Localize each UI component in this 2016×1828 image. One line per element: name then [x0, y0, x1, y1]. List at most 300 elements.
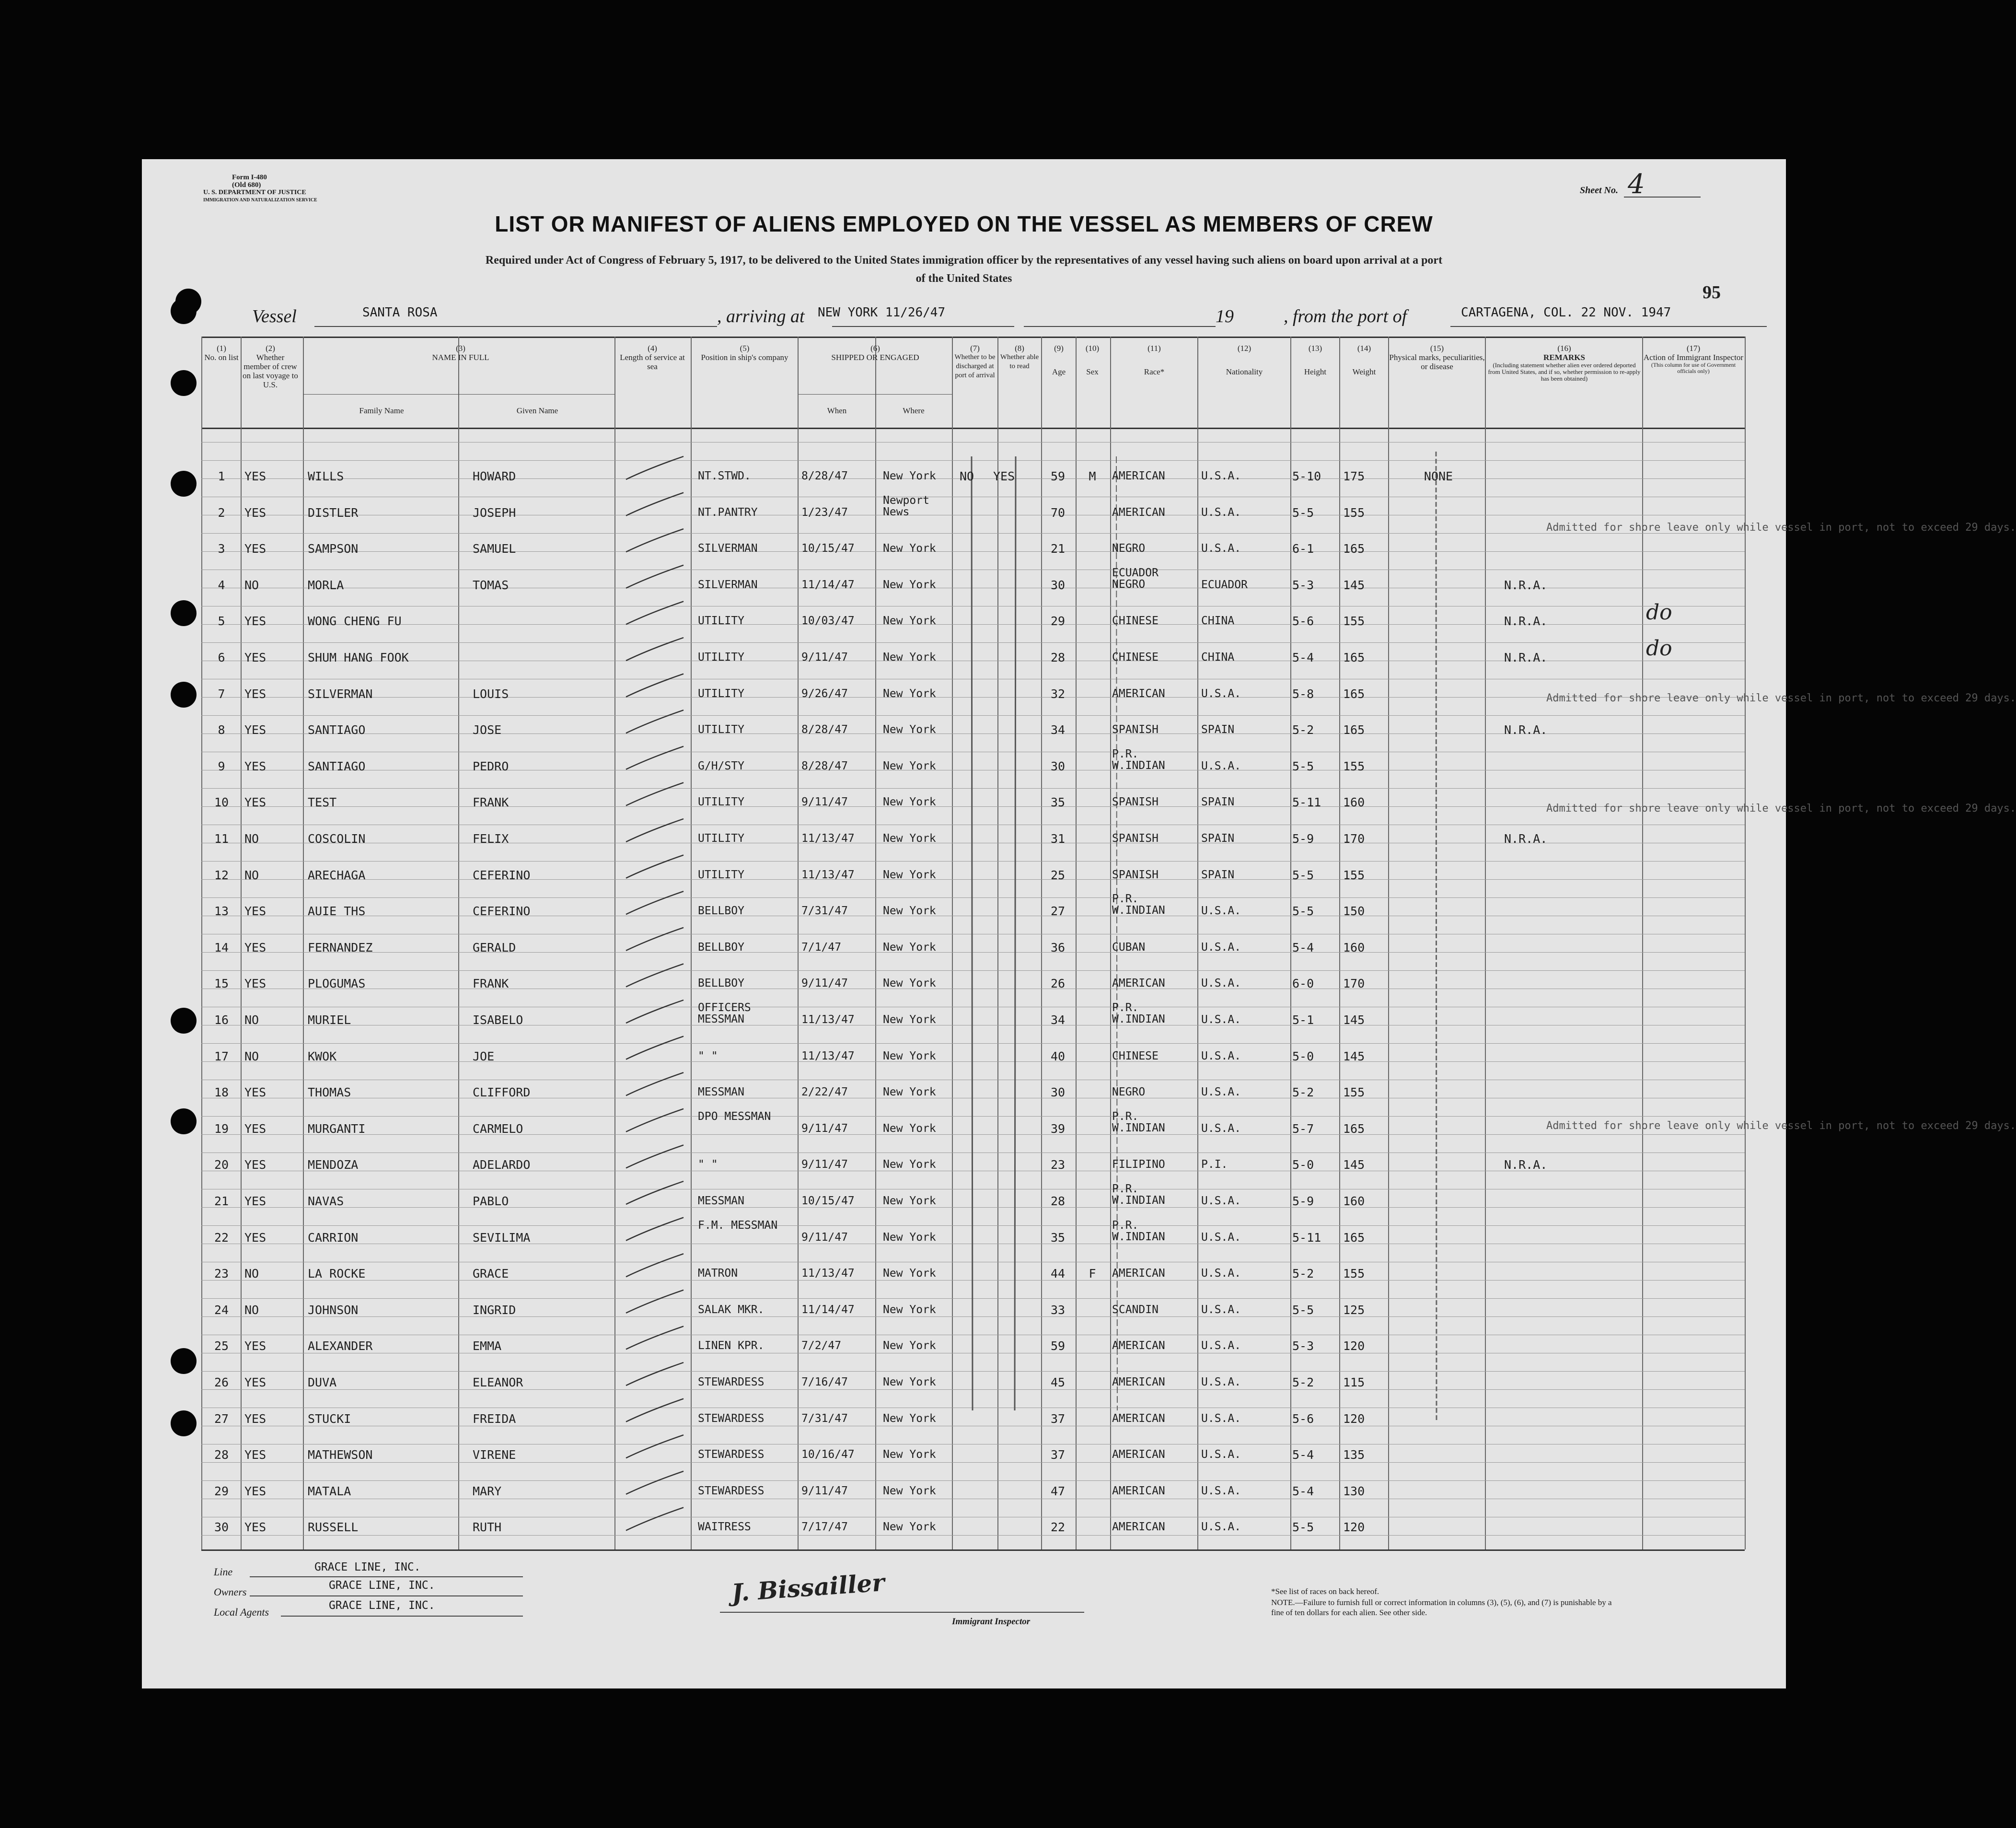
cell-family: KWOK [308, 1049, 337, 1063]
cell-race: CHINESE [1112, 615, 1159, 628]
cell-age: 40 [1050, 1049, 1066, 1063]
cell-given: TOMAS [473, 578, 509, 592]
cell-prev: YES [244, 1448, 266, 1462]
cell-no: 24 [214, 1303, 229, 1317]
cell-given: PEDRO [473, 759, 509, 773]
cell-nationality: U.S.A. [1201, 1521, 1241, 1534]
cell-family: LA ROCKE [308, 1267, 366, 1281]
cell-given: FELIX [473, 832, 509, 846]
cell-given: EMMA [473, 1339, 502, 1353]
cell-age: 34 [1050, 1013, 1066, 1027]
col-header-no: (1) No. on list [204, 344, 239, 362]
cell-where: New York [883, 615, 936, 628]
col-header-where: Where [903, 406, 925, 415]
cell-nationality: SPAIN [1201, 868, 1235, 881]
header-bottom-border [201, 428, 1745, 429]
cell-height: 5-11 [1292, 795, 1321, 810]
cell-weight: 150 [1343, 904, 1365, 919]
cell-where: New York [883, 687, 936, 700]
cell-weight: 170 [1343, 977, 1365, 991]
cell-weight: 165 [1343, 651, 1365, 664]
cell-race: SPANISH [1112, 832, 1159, 845]
cell-position: UTILITY [698, 615, 744, 628]
cell-nationality: U.S.A. [1201, 506, 1241, 519]
cell-prev: YES [244, 469, 266, 483]
cell-position: NT.STWD. [698, 470, 751, 482]
from-port: CARTAGENA, COL. 22 NOV. 1947 [1461, 305, 1671, 320]
cell-nationality: U.S.A. [1201, 759, 1241, 772]
cell-prev: YES [244, 1411, 266, 1426]
cell-no: 2 [218, 505, 225, 520]
cell-given: FREIDA [473, 1411, 516, 1426]
cell-when: 9/11/47 [801, 796, 848, 809]
name-subdivider [303, 394, 614, 395]
column-divider [1197, 337, 1198, 1549]
cell-when: 9/11/47 [801, 1158, 848, 1171]
cell-position: SILVERMAN [698, 578, 758, 591]
cell-prev: YES [244, 542, 266, 556]
cell-prev: YES [244, 687, 266, 701]
col-header-name: (3) NAME IN FULL [432, 344, 489, 362]
cell-family: JOHNSON [308, 1303, 359, 1317]
cell-height: 5-6 [1292, 614, 1314, 629]
cell-position: DPO MESSMAN [698, 1110, 771, 1123]
column-divider [1485, 337, 1486, 1549]
cell-position: OFFICERS MESSMAN [698, 1001, 751, 1025]
cell-where: New York [883, 1448, 936, 1461]
cell-family: SANTIAGO [308, 723, 366, 737]
cell-weight: 135 [1343, 1448, 1365, 1462]
cell-height: 5-4 [1292, 940, 1314, 955]
cell-family: SHUM HANG FOOK [308, 651, 409, 664]
form-number: Form I-480 (Old 680) U. S. DEPARTMENT OF JUSTICE IMMIGRATION AND NATURALIZATION SERVICE [203, 174, 317, 203]
cell-when: 9/11/47 [801, 651, 848, 664]
col-header-given-name: Given Name [516, 406, 558, 415]
column-divider [1339, 337, 1340, 1549]
service-slash [626, 891, 684, 914]
column-divider [875, 337, 876, 1549]
service-slash [626, 964, 684, 987]
subtitle-line2: of the United States [915, 272, 1012, 285]
cell-when: 7/31/47 [801, 1412, 848, 1425]
stamped-remark: Admitted for shore leave only while vessel in port, not to exceed 29 days. [1546, 803, 2016, 815]
cell-position: STEWARDESS [698, 1484, 765, 1497]
cell-height: 5-2 [1292, 1375, 1314, 1389]
cell-race: ECUADOR NEGRO [1112, 566, 1159, 591]
cell-prev: YES [244, 1158, 266, 1172]
cell-race: AMERICAN [1112, 1521, 1165, 1534]
cell-family: MATALA [308, 1484, 351, 1498]
arriving-port: NEW YORK 11/26/47 [818, 305, 946, 320]
cell-when: 9/11/47 [801, 1122, 848, 1135]
cell-race: CHINESE [1112, 651, 1159, 664]
cell-when: 7/2/47 [801, 1339, 842, 1352]
sheet-number: 4 [1628, 169, 1645, 200]
service-slash [626, 1471, 684, 1494]
cell-remarks: N.R.A. [1504, 1158, 1548, 1172]
col-header-nationality: (12) Nationality [1226, 344, 1263, 376]
col-header-sex: (10) Sex [1085, 344, 1100, 376]
cell-no: 14 [214, 940, 229, 955]
cell-when: 9/11/47 [801, 977, 848, 990]
ruled-line [201, 1462, 1745, 1463]
cell-when: 11/14/47 [801, 578, 855, 591]
cell-position: " " [698, 1049, 718, 1062]
cell-race: CHINESE [1112, 1049, 1159, 1062]
cell-weight: 155 [1343, 759, 1365, 773]
service-slash [626, 1326, 684, 1349]
line-underline [250, 1576, 523, 1577]
cell-where: New York [883, 1521, 936, 1534]
cell-height: 5-3 [1292, 578, 1314, 592]
owners-value: GRACE LINE, INC. [329, 1579, 435, 1592]
agents-value: GRACE LINE, INC. [329, 1599, 435, 1612]
cell-nationality: P.I. [1201, 1158, 1228, 1171]
cell-remarks: N.R.A. [1504, 578, 1548, 592]
cell-weight: 165 [1343, 723, 1365, 737]
cell-position: NT.PANTRY [698, 506, 758, 519]
cell-no: 11 [214, 832, 229, 846]
cell-when: 11/13/47 [801, 868, 855, 881]
cell-race: AMERICAN [1112, 977, 1165, 990]
col-header-physical-marks: (15) Physical marks, peculiarities, or disease [1389, 344, 1485, 371]
cell-race: FILIPINO [1112, 1158, 1165, 1171]
cell-prev: YES [244, 723, 266, 737]
cell-height: 5-9 [1292, 832, 1314, 846]
cell-height: 5-2 [1292, 1085, 1314, 1100]
col-header-age: (9) Age [1052, 344, 1066, 376]
cell-nationality: U.S.A. [1201, 1484, 1241, 1497]
service-slash [626, 1181, 684, 1204]
cell-nationality: U.S.A. [1201, 687, 1241, 700]
cell-race: P.R. W.INDIAN [1112, 1110, 1165, 1134]
cell-where: New York [883, 542, 936, 555]
cell-where: New York [883, 832, 936, 845]
cell-no: 10 [214, 795, 229, 810]
cell-nationality: U.S.A. [1201, 1376, 1241, 1388]
cell-when: 11/13/47 [801, 1049, 855, 1062]
table-top-border [201, 337, 1745, 338]
cell-height: 5-4 [1292, 1484, 1314, 1498]
cell-race: AMERICAN [1112, 1484, 1165, 1497]
vessel-underline [314, 326, 717, 327]
column-divider [614, 337, 615, 1549]
cell-prev: NO [244, 832, 259, 846]
service-slash [626, 601, 684, 624]
punch-hole [171, 370, 197, 396]
cell-weight: 125 [1343, 1303, 1365, 1317]
cell-where: Newport News [883, 494, 929, 518]
punch-hole [171, 298, 197, 324]
service-slash [626, 1109, 684, 1132]
cell-no: 21 [214, 1194, 229, 1208]
cell-race: AMERICAN [1112, 1376, 1165, 1388]
cell-given: CLIFFORD [473, 1085, 531, 1100]
cell-family: RUSSELL [308, 1520, 359, 1535]
service-slash [626, 456, 684, 479]
cell-given: INGRID [473, 1303, 516, 1317]
cell-position: BELLBOY [698, 977, 744, 990]
service-slash [626, 493, 684, 516]
col-header-weight: (14) Weight [1352, 344, 1376, 376]
cell-weight: 155 [1343, 1267, 1365, 1281]
cell-prev: YES [244, 1339, 266, 1353]
cell-nationality: U.S.A. [1201, 1267, 1241, 1280]
cell-height: 5-5 [1292, 1520, 1314, 1535]
penalty-note: NOTE.—Failure to furnish full or correct information in columns (3), (5), (6), and (7) is punishable by a fine of ten dollars for each alien. See other side. [1271, 1598, 1612, 1617]
col-header-discharged: (7) Whether to be discharged at port of arrival [954, 344, 996, 379]
cell-given: ELEANOR [473, 1375, 523, 1389]
races-note: *See list of races on back hereof. [1271, 1587, 1379, 1596]
cell-given: CARMELO [473, 1121, 523, 1136]
service-slash [626, 1072, 684, 1095]
cell-when: 11/13/47 [801, 1267, 855, 1280]
cell-when: 8/28/47 [801, 470, 848, 482]
cell-weight: 155 [1343, 1085, 1365, 1100]
cell-position: STEWARDESS [698, 1376, 765, 1388]
line-label: Line [214, 1566, 233, 1578]
cell-nationality: U.S.A. [1201, 542, 1241, 555]
cell-given: MARY [473, 1484, 502, 1498]
cell-race: NEGRO [1112, 1086, 1146, 1099]
service-slash [626, 855, 684, 878]
cell-family: MURIEL [308, 1013, 351, 1027]
punch-hole [171, 1008, 197, 1034]
cell-age: 21 [1050, 542, 1066, 556]
cell-no: 28 [214, 1448, 229, 1462]
cell-prev: NO [244, 578, 259, 592]
cell-height: 5-6 [1292, 1411, 1314, 1426]
cell-age: 39 [1050, 1121, 1066, 1136]
cell-age: 28 [1050, 651, 1066, 664]
col-header-family-name: Family Name [359, 406, 404, 415]
cell-family: STUCKI [308, 1411, 351, 1426]
cell-given: SAMUEL [473, 542, 516, 556]
cell-when: 8/28/47 [801, 723, 848, 736]
cell-no: 23 [214, 1267, 229, 1281]
cell-prev: YES [244, 1375, 266, 1389]
cell-family: DUVA [308, 1375, 337, 1389]
cell-no: 1 [218, 469, 225, 483]
cell-when: 7/1/47 [801, 941, 842, 954]
service-slash [626, 638, 684, 661]
ditto-do: do [1646, 600, 1672, 625]
cell-age: 27 [1050, 904, 1066, 919]
cell-prev: YES [244, 651, 266, 664]
cell-remarks: N.R.A. [1504, 651, 1548, 664]
cell-weight: 120 [1343, 1520, 1365, 1535]
cell-family: DISTLER [308, 505, 359, 520]
cell-position: F.M. MESSMAN [698, 1219, 778, 1232]
owners-label: Owners [214, 1586, 247, 1598]
cell-position: UTILITY [698, 832, 744, 845]
arriving-label: , arriving at [717, 306, 805, 326]
ditto-do: do [1646, 636, 1672, 661]
cell-family: WILLS [308, 469, 344, 483]
cell-family: PLOGUMAS [308, 977, 366, 991]
cell-nationality: U.S.A. [1201, 905, 1241, 918]
cell-height: 5-5 [1292, 904, 1314, 919]
service-slash [626, 1000, 684, 1023]
cell-where: New York [883, 1122, 936, 1135]
cell-family: MATHEWSON [308, 1448, 373, 1462]
cell-family: SILVERMAN [308, 687, 373, 701]
from-underline [1450, 326, 1767, 327]
cell-when: 7/31/47 [801, 905, 848, 918]
cell-no: 6 [218, 651, 225, 664]
shipped-subdivider [799, 394, 952, 395]
cell-discharged: NO [960, 469, 974, 483]
service-slash [626, 710, 684, 733]
cell-height: 5-0 [1292, 1158, 1314, 1172]
cell-prev: YES [244, 505, 266, 520]
year-label: 19 [1216, 306, 1234, 326]
cell-race: AMERICAN [1112, 506, 1165, 519]
cell-no: 9 [218, 759, 225, 773]
cell-weight: 115 [1343, 1375, 1365, 1389]
cell-position: UTILITY [698, 723, 744, 736]
service-slash [626, 674, 684, 697]
cell-nationality: SPAIN [1201, 796, 1235, 809]
cell-height: 5-2 [1292, 723, 1314, 737]
cell-no: 30 [214, 1520, 229, 1535]
cell-race: SPANISH [1112, 796, 1159, 809]
cell-race: P.R. W.INDIAN [1112, 1183, 1165, 1207]
cell-when: 11/14/47 [801, 1303, 855, 1316]
cell-weight: 160 [1343, 940, 1365, 955]
cell-age: 37 [1050, 1448, 1066, 1462]
cell-age: 59 [1050, 469, 1066, 483]
cell-family: MORLA [308, 578, 344, 592]
cell-race: P.R. W.INDIAN [1112, 1001, 1165, 1025]
sheet-underline [1624, 197, 1701, 198]
cell-read: YES [993, 469, 1015, 483]
cell-position: G/H/STY [698, 759, 744, 772]
cell-position: STEWARDESS [698, 1412, 765, 1425]
cell-weight: 130 [1343, 1484, 1365, 1498]
cell-weight: 145 [1343, 578, 1365, 592]
cell-position: WAITRESS [698, 1521, 751, 1534]
cell-given: ISABELO [473, 1013, 523, 1027]
cell-nationality: SPAIN [1201, 832, 1235, 845]
cell-family: SANTIAGO [308, 759, 366, 773]
service-slash [626, 1254, 684, 1277]
cell-weight: 165 [1343, 687, 1365, 701]
cell-where: New York [883, 470, 936, 482]
cell-where: New York [883, 1013, 936, 1026]
cell-family: COSCOLIN [308, 832, 366, 846]
service-slash [626, 1290, 684, 1313]
stamped-remark: Admitted for shore leave only while vessel in port, not to exceed 29 days. [1546, 1120, 2016, 1132]
cell-no: 4 [218, 578, 225, 592]
cell-prev: NO [244, 868, 259, 882]
cell-family: CARRION [308, 1230, 359, 1245]
cell-family: ALEXANDER [308, 1339, 373, 1353]
cell-where: New York [883, 1158, 936, 1171]
cell-where: New York [883, 977, 936, 990]
cell-height: 5-5 [1292, 868, 1314, 882]
cell-prev: YES [244, 759, 266, 773]
cell-weight: 165 [1343, 542, 1365, 556]
cell-prev: NO [244, 1049, 259, 1063]
cell-position: UTILITY [698, 796, 744, 809]
cell-prev: YES [244, 1484, 266, 1498]
owners-underline [250, 1595, 523, 1596]
cell-position: STEWARDESS [698, 1448, 765, 1461]
arriving-underline [832, 326, 1014, 327]
cell-height: 5-2 [1292, 1267, 1314, 1281]
cell-where: New York [883, 1267, 936, 1280]
cell-prev: YES [244, 977, 266, 991]
column-divider [458, 337, 459, 1549]
table-bottom-border [201, 1549, 1745, 1551]
cell-race: SPANISH [1112, 723, 1159, 736]
cell-position: SALAK MKR. [698, 1303, 765, 1316]
cell-nationality: CHINA [1201, 615, 1235, 628]
cell-race: AMERICAN [1112, 1267, 1165, 1280]
cell-race: CUBAN [1112, 941, 1146, 954]
cell-position: SILVERMAN [698, 542, 758, 555]
cell-no: 5 [218, 614, 225, 629]
cell-nationality: U.S.A. [1201, 1049, 1241, 1062]
cell-family: SAMPSON [308, 542, 359, 556]
cell-height: 5-10 [1292, 469, 1321, 483]
signature-underline [720, 1612, 1084, 1613]
cell-nationality: U.S.A. [1201, 1122, 1241, 1135]
cell-nationality: U.S.A. [1201, 1303, 1241, 1316]
cell-weight: 120 [1343, 1339, 1365, 1353]
cell-given: FRANK [473, 795, 509, 810]
cell-remarks: N.R.A. [1504, 723, 1548, 737]
cell-given: LOUIS [473, 687, 509, 701]
cell-when: 10/15/47 [801, 542, 855, 555]
cell-age: 29 [1050, 614, 1066, 629]
cell-nationality: U.S.A. [1201, 977, 1241, 990]
column-divider [1388, 337, 1389, 1549]
cell-age: 26 [1050, 977, 1066, 991]
cell-height: 5-8 [1292, 687, 1314, 701]
cell-race: AMERICAN [1112, 1339, 1165, 1352]
cell-prev: NO [244, 1013, 259, 1027]
column-divider [691, 337, 692, 1549]
cell-age: 25 [1050, 868, 1066, 882]
cell-nationality: CHINA [1201, 651, 1235, 664]
cell-when: 10/03/47 [801, 615, 855, 628]
cell-given: PABLO [473, 1194, 509, 1208]
cell-remarks: N.R.A. [1504, 614, 1548, 629]
cell-when: 7/17/47 [801, 1521, 848, 1534]
cell-given: JOSEPH [473, 505, 516, 520]
cell-when: 8/28/47 [801, 759, 848, 772]
col-header-shipped: (6) SHIPPED OR ENGAGED [831, 344, 919, 362]
cell-nationality: U.S.A. [1201, 1339, 1241, 1352]
cell-age: 35 [1050, 1230, 1066, 1245]
cell-where: New York [883, 1376, 936, 1388]
column-divider [241, 337, 242, 1549]
inspector-label: Immigrant Inspector [952, 1617, 1031, 1627]
cell-age: 44 [1050, 1267, 1066, 1281]
col-header-read: (8) Whether able to read [1000, 344, 1039, 370]
cell-prev: NO [244, 1267, 259, 1281]
ruled-line [201, 1535, 1745, 1536]
cell-where: New York [883, 1484, 936, 1497]
cell-race: SPANISH [1112, 868, 1159, 881]
punch-hole [171, 471, 197, 497]
cell-age: 30 [1050, 578, 1066, 592]
cell-family: TEST [308, 795, 337, 810]
cell-race: SCANDIN [1112, 1303, 1159, 1316]
cell-age: 31 [1050, 832, 1066, 846]
